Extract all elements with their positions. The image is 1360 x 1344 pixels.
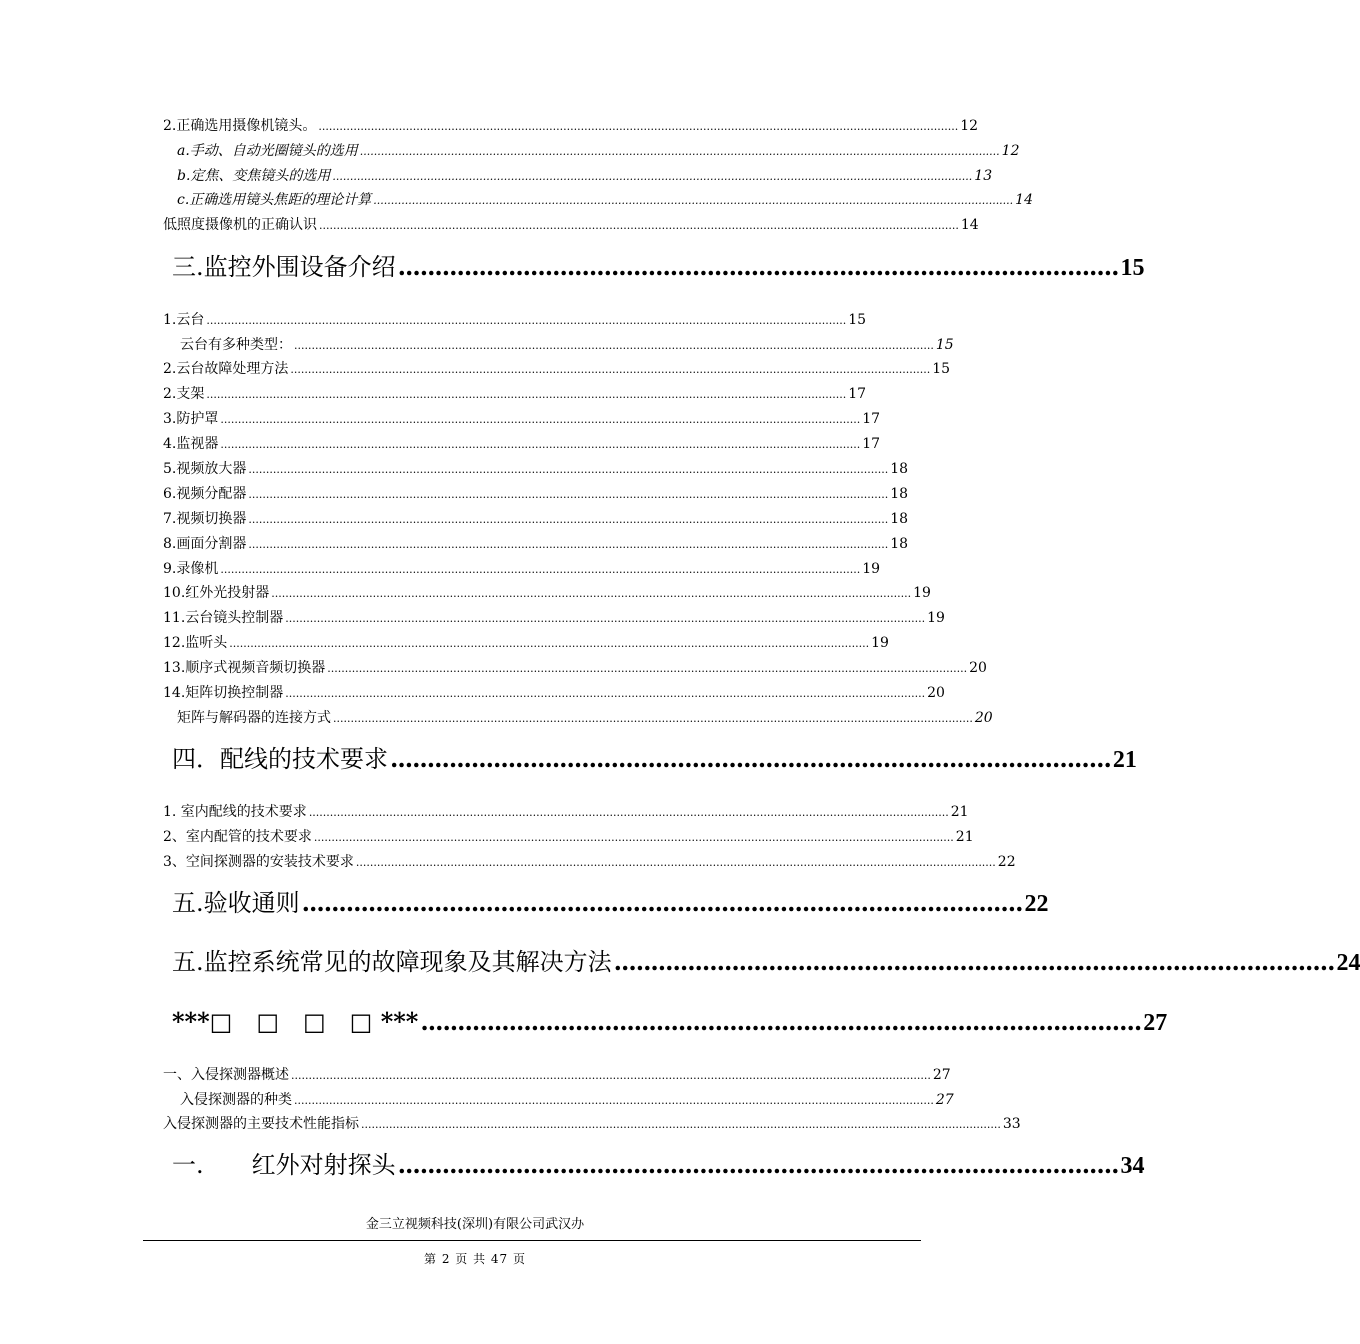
toc-entry-page: 33 bbox=[1002, 1116, 1021, 1132]
toc-entry-label: 入侵探测器的种类 bbox=[180, 1092, 292, 1108]
toc-leader-dots: ....................................................................................................................................................................................... bbox=[318, 120, 959, 133]
toc-entry-label: 11.云台镜头控制器 bbox=[163, 610, 284, 626]
toc-leader-dots: ....................................................................................................................................................................................... bbox=[248, 488, 889, 501]
toc-leader-dots: .................................................................................................. bbox=[390, 744, 1111, 773]
toc-entry-label: 云台有多种类型： bbox=[180, 337, 292, 353]
toc-entry[interactable] bbox=[180, 1092, 954, 1108]
toc-entry-label: 13.顺序式视频音频切换器 bbox=[163, 660, 326, 676]
toc-entry-page: 17 bbox=[862, 436, 881, 452]
toc-entry-page: 18 bbox=[890, 461, 909, 477]
toc-entry-label: 入侵探测器的主要技术性能指标 bbox=[163, 1116, 359, 1132]
toc-entry-page: 18 bbox=[890, 486, 909, 502]
toc-entry-page: 17 bbox=[848, 386, 867, 402]
toc-entry-page: 19 bbox=[927, 610, 945, 626]
toc-entry[interactable] bbox=[163, 461, 909, 477]
toc-entry[interactable] bbox=[163, 660, 987, 676]
toc-heading-page: 27 bbox=[1143, 1010, 1168, 1036]
toc-entry-label: 5.视频放大器 bbox=[163, 461, 247, 477]
toc-entry-label: 3、空间探测器的安装技术要求 bbox=[163, 854, 354, 870]
toc-leader-dots: ....................................................................................................................................................................................... bbox=[327, 662, 968, 675]
toc-entry-page: 27 bbox=[935, 1092, 954, 1108]
toc-entry-page: 15 bbox=[935, 337, 954, 353]
toc-entry-page: 20 bbox=[927, 685, 945, 701]
toc-entry-label: 1.云台 bbox=[163, 312, 205, 328]
toc-entry-label: 2.云台故障处理方法 bbox=[163, 361, 289, 377]
toc-entry[interactable] bbox=[163, 610, 945, 626]
toc-heading-page: 34 bbox=[1120, 1153, 1145, 1179]
toc-entry-page: 18 bbox=[890, 536, 909, 552]
toc-leader-dots: ....................................................................................................................................................................................... bbox=[220, 413, 861, 426]
toc-leader-dots: ....................................................................................................................................................................................... bbox=[220, 563, 861, 576]
footer-company: 金三立视频科技(深圳)有限公司武汉办 bbox=[365, 1217, 585, 1232]
toc-entry-page: 12 bbox=[960, 118, 979, 134]
toc-leader-dots: ....................................................................................................................................................................................... bbox=[332, 170, 973, 183]
toc-entry-label: 矩阵与解码器的连接方式 bbox=[177, 710, 331, 726]
footer-page-info: 第 2 页 共 47 页 bbox=[424, 1252, 526, 1266]
toc-leader-dots: .................................................................................................. bbox=[613, 947, 1335, 976]
toc-entry-page: 15 bbox=[932, 361, 951, 377]
toc-entry-page: 20 bbox=[974, 710, 993, 726]
toc-leader-dots: ....................................................................................................................................................................................... bbox=[206, 388, 847, 401]
toc-entry-page: 12 bbox=[1001, 143, 1020, 159]
toc-leader-dots: ....................................................................................................................................................................................... bbox=[308, 806, 949, 819]
toc-leader-dots: ....................................................................................................................................................................................... bbox=[220, 438, 861, 451]
toc-leader-dots: ....................................................................................................................................................................................... bbox=[229, 637, 870, 650]
toc-heading-label: 四．配线的技术要求 bbox=[172, 745, 388, 773]
toc-leader-dots: ....................................................................................................................................................................................... bbox=[291, 1069, 931, 1082]
toc-entry-page: 21 bbox=[955, 829, 974, 845]
toc-entry[interactable] bbox=[163, 854, 1016, 870]
toc-heading[interactable] bbox=[172, 888, 1049, 917]
toc-leader-dots: ....................................................................................................................................................................................... bbox=[285, 687, 926, 700]
toc-entry-page: 19 bbox=[913, 585, 931, 601]
toc-entry[interactable] bbox=[163, 1116, 1021, 1132]
toc-heading-page: 24 bbox=[1336, 950, 1360, 976]
toc-entry-page: 15 bbox=[848, 312, 867, 328]
toc-leader-dots: .................................................................................................. bbox=[420, 1007, 1142, 1036]
toc-heading[interactable] bbox=[172, 1150, 1145, 1179]
toc-entry-page: 19 bbox=[871, 635, 889, 651]
toc-heading[interactable] bbox=[172, 947, 1360, 976]
toc-leader-dots: ....................................................................................................................................................................................... bbox=[206, 314, 847, 327]
toc-leader-dots: ....................................................................................................................................................................................... bbox=[359, 145, 1000, 158]
toc-entry[interactable] bbox=[177, 710, 993, 726]
toc-entry-label: 一、入侵探测器概述 bbox=[163, 1067, 289, 1083]
toc-entry-label: c.正确选用镜头焦距的理论计算 bbox=[177, 192, 372, 208]
toc-entry-page: 17 bbox=[862, 411, 881, 427]
toc-entry[interactable] bbox=[163, 804, 969, 820]
toc-entry-label: 2.正确选用摄像机镜头。 bbox=[163, 118, 317, 134]
toc-leader-dots: ....................................................................................................................................................................................... bbox=[294, 339, 934, 352]
toc-entry[interactable] bbox=[163, 536, 909, 552]
toc-entry-label: 6.视频分配器 bbox=[163, 486, 247, 502]
toc-leader-dots: ....................................................................................................................................................................................... bbox=[373, 194, 1014, 207]
toc-entry-page: 20 bbox=[969, 660, 987, 676]
toc-heading[interactable] bbox=[172, 1007, 1168, 1036]
toc-leader-dots: ....................................................................................................................................................................................... bbox=[294, 1094, 934, 1107]
toc-entry[interactable] bbox=[177, 192, 1033, 208]
toc-entry[interactable] bbox=[163, 829, 974, 845]
toc-entry-label: 10.红外光投射器 bbox=[163, 585, 270, 601]
toc-leader-dots: ....................................................................................................................................................................................... bbox=[248, 538, 889, 551]
toc-entry-label: 1. 室内配线的技术要求 bbox=[163, 804, 307, 820]
toc-entry[interactable] bbox=[163, 1067, 951, 1083]
toc-entry-label: 8.画面分割器 bbox=[163, 536, 247, 552]
toc-entry-label: 3.防护罩 bbox=[163, 411, 219, 427]
toc-entry-page: 14 bbox=[1015, 192, 1033, 208]
toc-entry-label: a.手动、自动光圈镜头的选用 bbox=[177, 143, 358, 159]
toc-entry-label: 2、室内配管的技术要求 bbox=[163, 829, 312, 845]
toc-entry[interactable] bbox=[163, 312, 867, 328]
toc-entry-page: 22 bbox=[997, 854, 1016, 870]
toc-entry[interactable] bbox=[163, 217, 979, 233]
toc-heading-page: 15 bbox=[1120, 255, 1145, 281]
toc-entry-label: b.定焦、变焦镜头的选用 bbox=[177, 168, 331, 184]
toc-heading-label: ***□ □ □ □ *** bbox=[172, 1007, 419, 1036]
toc-heading[interactable] bbox=[172, 252, 1145, 281]
toc-entry[interactable] bbox=[163, 635, 889, 651]
toc-leader-dots: ....................................................................................................................................................................................... bbox=[290, 363, 931, 376]
toc-heading-label: 一. 红外对射探头 bbox=[172, 1151, 396, 1179]
toc-entry-page: 13 bbox=[974, 168, 993, 184]
toc-leader-dots: ....................................................................................................................................................................................... bbox=[355, 856, 996, 869]
toc-heading-page: 22 bbox=[1024, 891, 1049, 917]
toc-leader-dots: ....................................................................................................................................................................................... bbox=[361, 1118, 1001, 1131]
toc-entry[interactable] bbox=[163, 436, 881, 452]
toc-entry[interactable] bbox=[163, 511, 909, 527]
toc-entry-page: 14 bbox=[960, 217, 979, 233]
toc-entry-label: 14.矩阵切换控制器 bbox=[163, 685, 284, 701]
toc-leader-dots: ....................................................................................................................................................................................... bbox=[271, 587, 912, 600]
toc-entry-label: 7.视频切换器 bbox=[163, 511, 247, 527]
toc-entry[interactable] bbox=[180, 337, 954, 353]
toc-leader-dots: .................................................................................................. bbox=[397, 252, 1119, 281]
toc-entry[interactable] bbox=[177, 143, 1020, 159]
toc-entry[interactable] bbox=[163, 386, 867, 402]
toc-entry[interactable] bbox=[163, 561, 881, 577]
toc-leader-dots: ....................................................................................................................................................................................... bbox=[248, 463, 889, 476]
toc-entry-label: 低照度摄像机的正确认识 bbox=[163, 217, 317, 233]
toc-entry[interactable] bbox=[177, 168, 993, 184]
toc-entry-page: 21 bbox=[950, 804, 969, 820]
toc-entry-label: 12.监听头 bbox=[163, 635, 228, 651]
toc-leader-dots: .................................................................................................. bbox=[301, 888, 1023, 917]
toc-entry-page: 18 bbox=[890, 511, 909, 527]
toc-entry-label: 9.录像机 bbox=[163, 561, 219, 577]
toc-entry[interactable] bbox=[163, 486, 909, 502]
toc-leader-dots: ....................................................................................................................................................................................... bbox=[313, 831, 954, 844]
toc-entry-label: 2.支架 bbox=[163, 386, 205, 402]
toc-entry[interactable] bbox=[163, 411, 881, 427]
toc-heading[interactable] bbox=[172, 744, 1137, 773]
toc-heading-label: 三.监控外围设备介绍 bbox=[172, 253, 396, 281]
toc-entry[interactable] bbox=[163, 118, 979, 134]
toc-leader-dots: .................................................................................................. bbox=[397, 1150, 1119, 1179]
toc-leader-dots: ....................................................................................................................................................................................... bbox=[333, 712, 973, 725]
toc-heading-label: 五.监控系统常见的故障现象及其解决方法 bbox=[172, 948, 612, 976]
toc-leader-dots: ....................................................................................................................................................................................... bbox=[248, 513, 889, 526]
toc-entry-page: 27 bbox=[932, 1067, 951, 1083]
toc-leader-dots: ....................................................................................................................................................................................... bbox=[285, 612, 926, 625]
toc-entry[interactable] bbox=[163, 361, 951, 377]
toc-entry-label: 4.监视器 bbox=[163, 436, 219, 452]
toc-heading-page: 21 bbox=[1112, 747, 1137, 773]
toc-entry[interactable] bbox=[163, 585, 931, 601]
toc-heading-label: 五.验收通则 bbox=[172, 889, 300, 917]
toc-leader-dots: ....................................................................................................................................................................................... bbox=[319, 219, 959, 232]
footer-divider bbox=[143, 1240, 921, 1241]
toc-entry-page: 19 bbox=[862, 561, 881, 577]
toc-entry[interactable] bbox=[163, 685, 945, 701]
